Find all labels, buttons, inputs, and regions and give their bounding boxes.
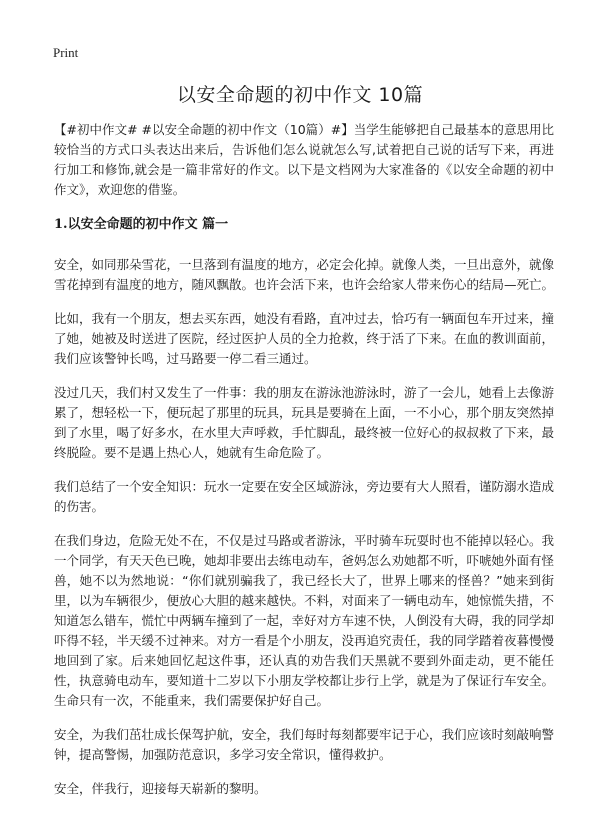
body-paragraph: 没过几天，我们村又发生了一件事：我的朋友在游泳池游泳时，游了一会儿，她看上去像游累了，想轻松一下，便玩起了那里的玩具，玩具是要骑在上面，一不小心，那个朋友突然掉到了水里，喝了好多水，在水里大声呼救，手忙脚乱，最终被一位好心的叔叔救了下来，最终脱险。要不是遇上热心人，她就有生命危险了。 bbox=[54, 385, 555, 460]
print-link[interactable]: Print bbox=[53, 45, 79, 60]
document-title: 以安全命题的初中作文 10篇 bbox=[176, 84, 424, 106]
intro-paragraph: 【#初中作文# #以安全命题的初中作文（10篇）#】当学生能够把自己最基本的意思用比较恰当的方式口头表达出来后，告诉他们怎么说就怎么写,试着把自己说的话写下来，再进行加工和修饰,就会是一篇非常好的作文。以下是文档网为大家准备的《以安全命题的初中作文》，欢迎您的借鉴。 bbox=[54, 122, 554, 197]
section-heading: 1.以安全命题的初中作文 篇一 bbox=[54, 217, 229, 232]
body-paragraph: 在我们身边，危险无处不在，不仅是过马路或者游泳，平时骑车玩耍时也不能掉以轻心。我一个同学，有天天色已晚，她却非要出去练电动车，爸妈怎么劝她都不听，吓唬她外面有怪兽，她不以为然地说：“你们就别骗我了，我已经长大了，世界上哪来的怪兽？”她来到街里，以为车辆很少，便放心大胆的越来越快。不料，对面来了一辆电动车，她惊慌失措，不知道怎么错车，慌忙中两辆车撞到了一起，幸好对方车速不快，人倒没有大碍，我的同学却吓得不轻，半天缓不过神来。对方一看是个小朋友，没再追究责任，我的同学踏着夜暮慢慢地回到了家。后来她回忆起这件事，还认真的劝告我们天黑就不要到外面走动，更不能任性，执意骑电动车，要知道十二岁以下小朋友学校都让步行上学，就是为了保证行车安全。生命只有一次，不能重来，我们需要保护好自己。 bbox=[54, 533, 555, 708]
body-paragraph: 比如，我有一个朋友，想去买东西，她没有看路，直冲过去，恰巧有一辆面包车开过来，撞了她，她被及时送进了医院，经过医护人员的全力抢救，终于活了下来。在血的教训面前，我们应该警钟长鸣，过马路要一停二看三通过。 bbox=[54, 311, 555, 366]
document-body bbox=[54, 120, 554, 813]
body-paragraph: 我们总结了一个安全知识：玩水一定要在安全区域游泳，旁边要有大人照看，谨防溺水造成的伤害。 bbox=[54, 479, 555, 514]
body-paragraph: 安全，如同那朵雪花，一旦落到有温度的地方，必定会化掉。就像人类，一旦出意外，就像雪花掉到有温度的地方，随风飘散。也许会活下来，也许会给家人带来伤心的结局—死亡。 bbox=[54, 257, 555, 292]
body-paragraph: 安全，伴我行，迎接每天崭新的黎明。 bbox=[54, 781, 267, 796]
body-paragraph: 安全，为我们茁壮成长保驾护航，安全，我们每时每刻都要牢记于心，我们应该时刻敲响警钟，提高警惕，加强防范意识，多学习安全常识，懂得救护。 bbox=[54, 727, 555, 762]
